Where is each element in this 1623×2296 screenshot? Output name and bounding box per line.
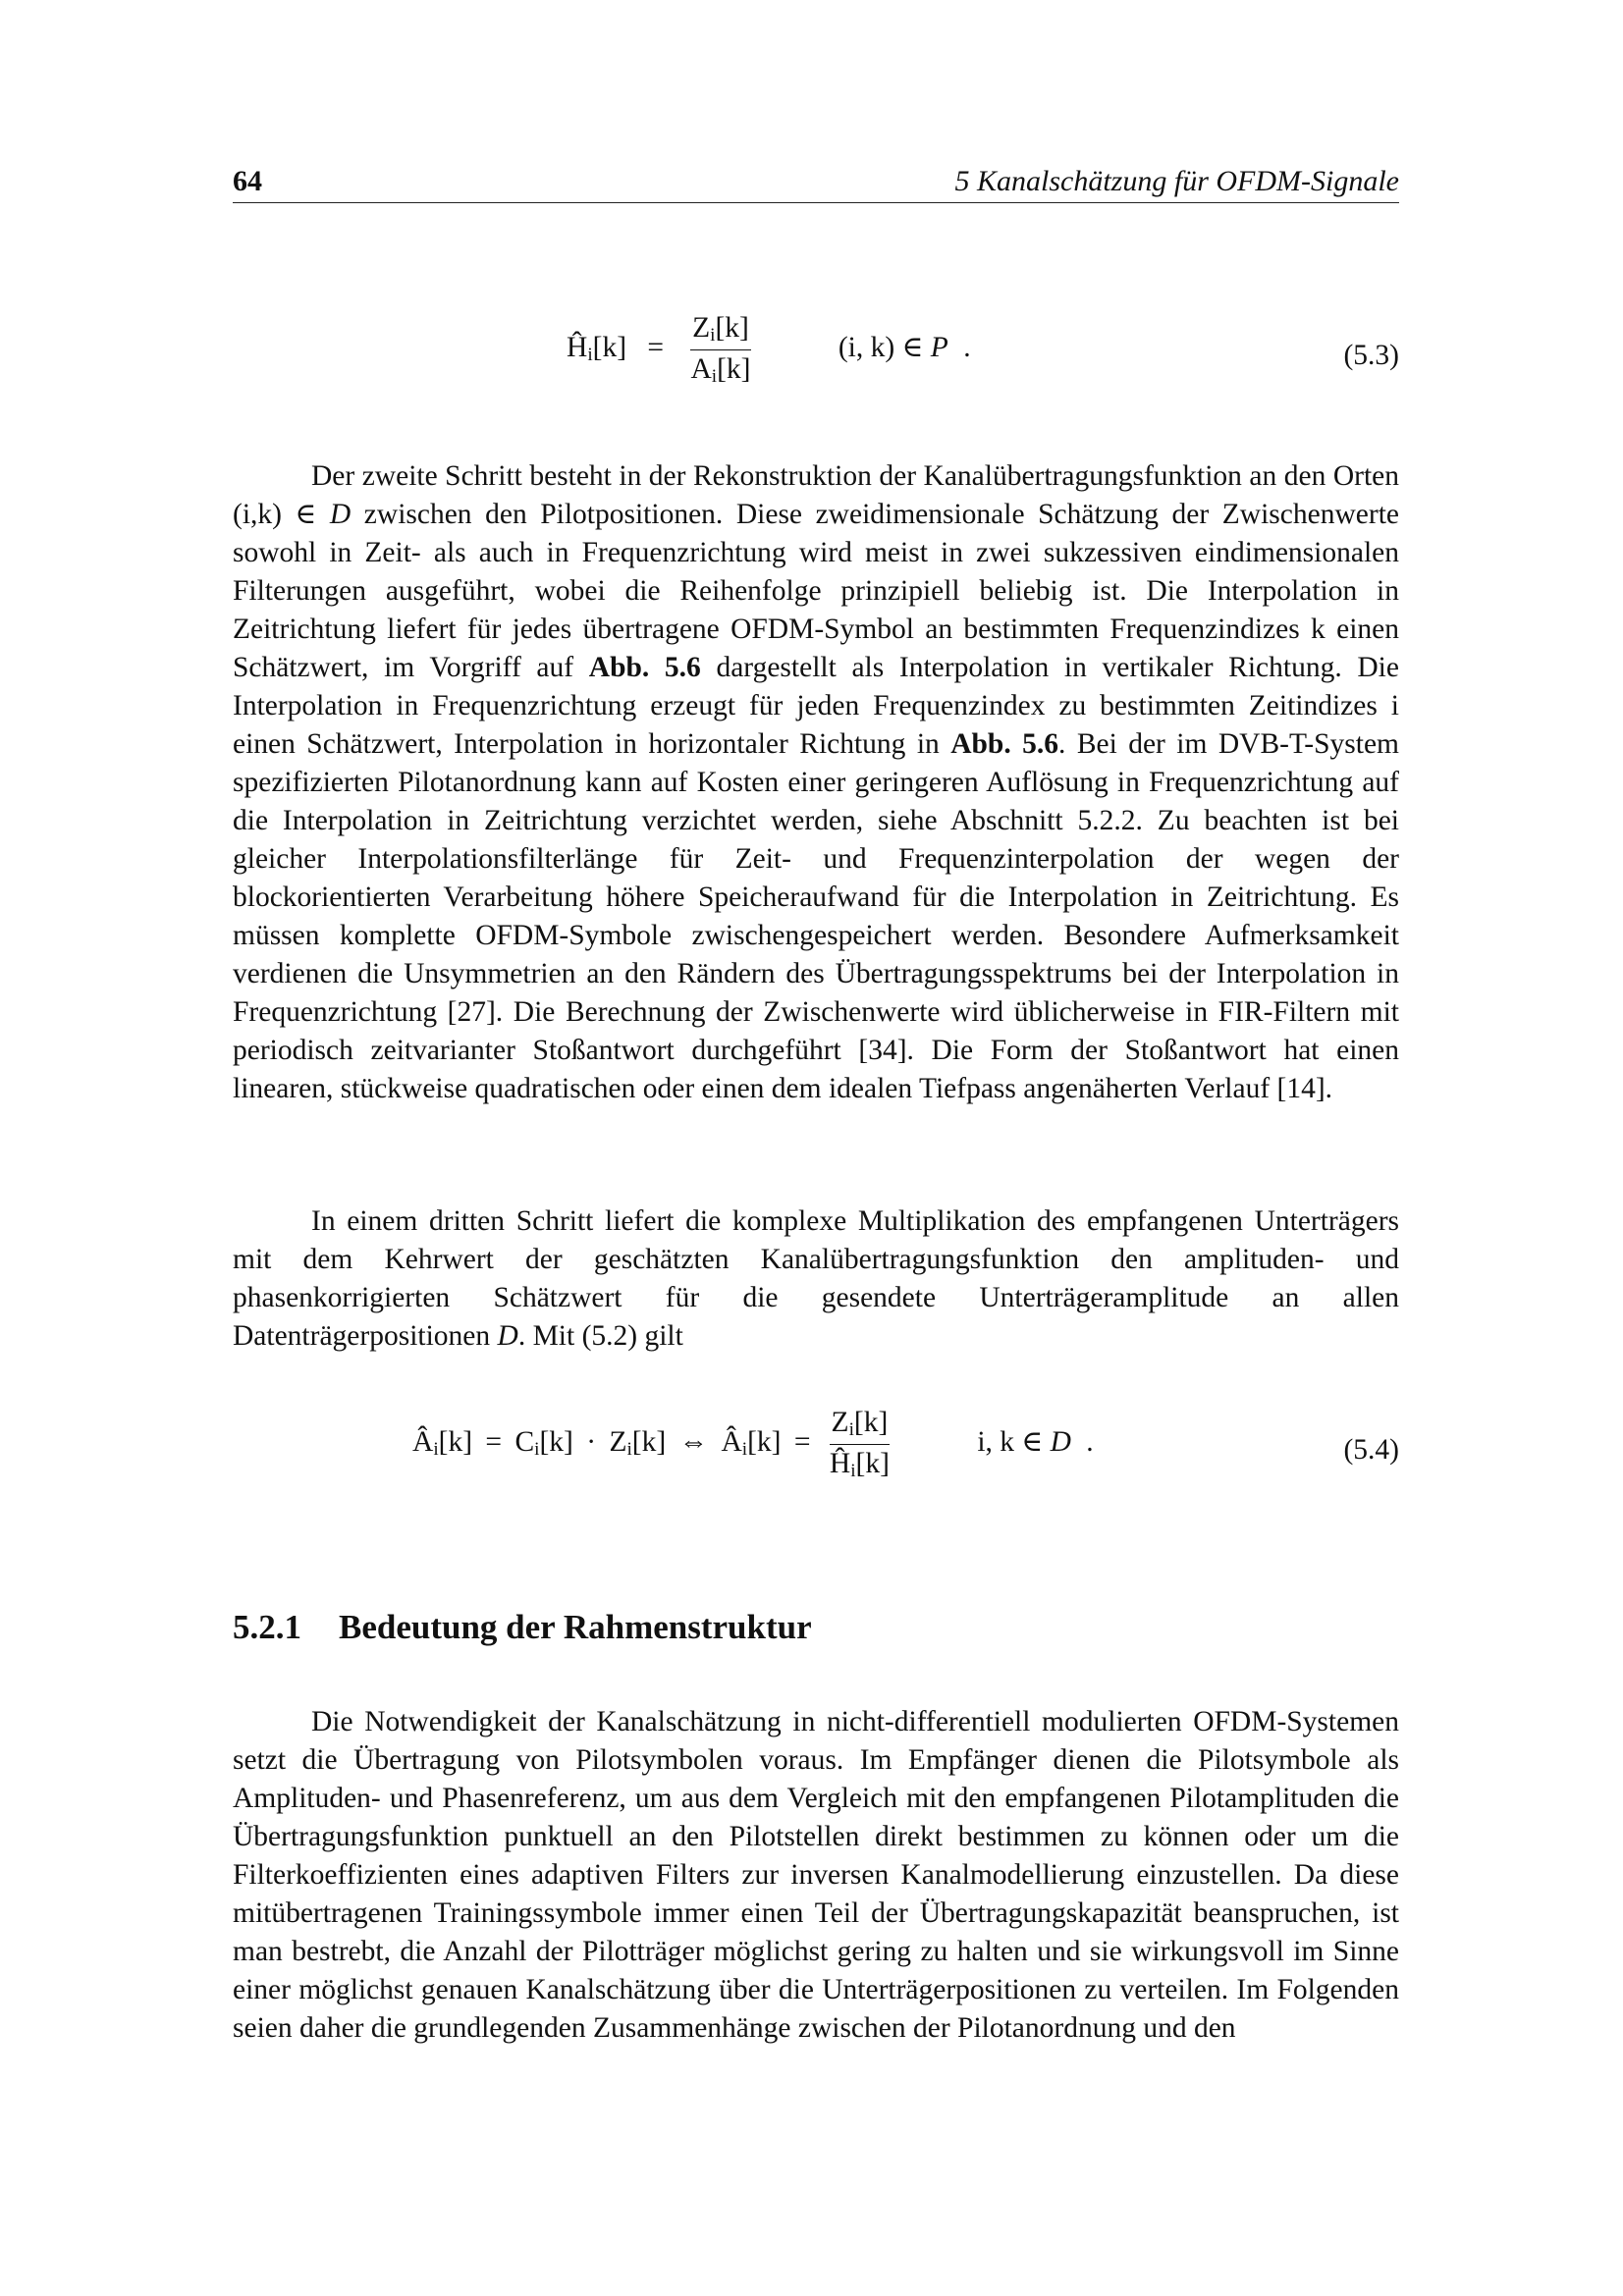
- eq53-fraction: [684, 312, 756, 388]
- figure-reference: Abb. 5.6: [950, 728, 1059, 760]
- body-paragraph-3: Die Notwendigkeit der Kanalschätzung in nicht-differentiell modulierten OFDM-Systemen setzt die Übertragung von Pilotsymbolen voraus. Im Empfänger dienen die Pilotsymbole als Amplituden- und Phasenreferenz, um aus dem Vergleich mit den empfangenen Pilotamplituden die Übertragungsfunktion punktuell an den Pilotstellen direkt bestimmen zu können oder um die Filterkoeffizienten eines adaptiven Filters zur inversen Kanalmodellierung einzustellen. Da diese mitübertragenen Trainingssymbole immer einen Teil der Übertragungskapazität beanspruchen, ist man bestrebt, die Anzahl der Pilotträger möglichst gering zu halten und sie wirkungsvoll im Sinne einer möglichst genauen Kanalschätzung über die Unterträgerpositionen zu verteilen. Im Folgenden seien daher die grundlegenden Zusammenhänge zwischen der Pilotanordnung und den: [233, 1706, 1399, 2044]
- equation-5-4: $Â_i[k] = C_i[k] \cdot Z_i[k]$ ⇔ $Â_i[k]$ = $\frac{Z_i[k]}{Ĥ_i[k]}$ i, k ∈ D .: [412, 1407, 1094, 1482]
- eq53-numerator: $Z_i[k]$: [690, 312, 751, 350]
- page-number: 64: [233, 165, 262, 197]
- equation-number-5-4: (5.4): [1343, 1434, 1399, 1466]
- section-number: 5.2.1: [233, 1608, 301, 1646]
- eq54-condition: i, k ∈ D .: [977, 1426, 1094, 1459]
- body-paragraph-2: In einem dritten Schritt liefert die komplexe Multiplikation des empfangenen Unterträgers mit dem Kehrwert der geschätzten Kanalübertragungsfunktion den amplituden- und phasenkorrigierten Schätzwert für die gesendete Unterträgeramplitude an allen Datenträgerpositionen D. Mit (5.2) gilt: [233, 1205, 1399, 1352]
- set-symbol-d: D: [329, 499, 352, 530]
- eq53-equals: =: [647, 332, 665, 364]
- page-header: [233, 165, 1399, 203]
- eq54-numerator: $Z_i[k]$: [830, 1407, 891, 1445]
- section-title: Bedeutung der Rahmenstruktur: [339, 1608, 812, 1646]
- section-heading: [233, 1608, 812, 1647]
- eq53-condition: (i, k) ∈ P .: [838, 332, 971, 364]
- body-paragraph-1: Der zweite Schritt besteht in der Rekonstruktion der Kanalübertragungsfunktion an den Orten (i,k) ∈ D zwischen den Pilotpositionen. Diese zweidimensionale Schätzung der Zwischenwerte sowohl in Zeit- als auch in Frequenzrichtung wird meist in zwei sukzessiven eindimensionalen Filterungen ausgeführt, wobei die Reihenfolge prinzipiell beliebig ist. Die Interpolation in Zeitrichtung liefert für jedes übertragene OFDM-Symbol an bestimmten Frequenzindizes k einen Schätzwert, im Vorgriff auf Abb. 5.6 dargestellt als Interpolation in vertikaler Richtung. Die Interpolation in Frequenzrichtung erzeugt für jeden Frequenzindex zu bestimmten Zeitindizes i einen Schätzwert, Interpolation in horizontaler Richtung in Abb. 5.6. Bei der im DVB-T-System spezifizierten Pilotanordnung kann auf Kosten einer geringeren Auflösung in Frequenzrichtung auf die Interpolation in Zeitrichtung verzichtet werden, siehe Abschnitt 5.2.2. Zu beachten ist bei gleicher Interpolationsfilterlänge für Zeit- und Frequenzinterpolation der wegen der blockorientierten Verarbeitung höhere Speicheraufwand für die Interpolation in Zeitrichtung. Es müssen komplette OFDM-Symbole zwischengespeichert werden. Besondere Aufmerksamkeit verdienen die Unsymmetrien an den Rändern des Übertragungsspektrums bei der Interpolation in Frequenzrichtung [27]. Die Berechnung der Zwischenwerte wird üblicherweise in FIR-Filtern mit periodisch zeitvarianter Stoßantwort durchgeführt [34]. Die Form der Stoßantwort hat einen linearen, stückweise quadratischen oder einen dem idealen Tiefpass angenäherten Verlauf [14].: [233, 460, 1399, 1104]
- eq54-denominator: $Ĥ_i[k]$: [829, 1448, 890, 1482]
- set-symbol-d: D: [497, 1320, 518, 1352]
- eq53-denominator: $A_i[k]$: [690, 353, 751, 388]
- eq54-fraction: [824, 1407, 895, 1482]
- figure-reference: Abb. 5.6: [588, 652, 701, 683]
- eq53-lhs: $Ĥ_i[k]$: [567, 332, 627, 366]
- running-title: 5 Kanalschätzung für OFDM-Signale: [954, 165, 1399, 197]
- equation-number-5-3: (5.3): [1343, 340, 1399, 371]
- equation-5-3: [567, 312, 971, 388]
